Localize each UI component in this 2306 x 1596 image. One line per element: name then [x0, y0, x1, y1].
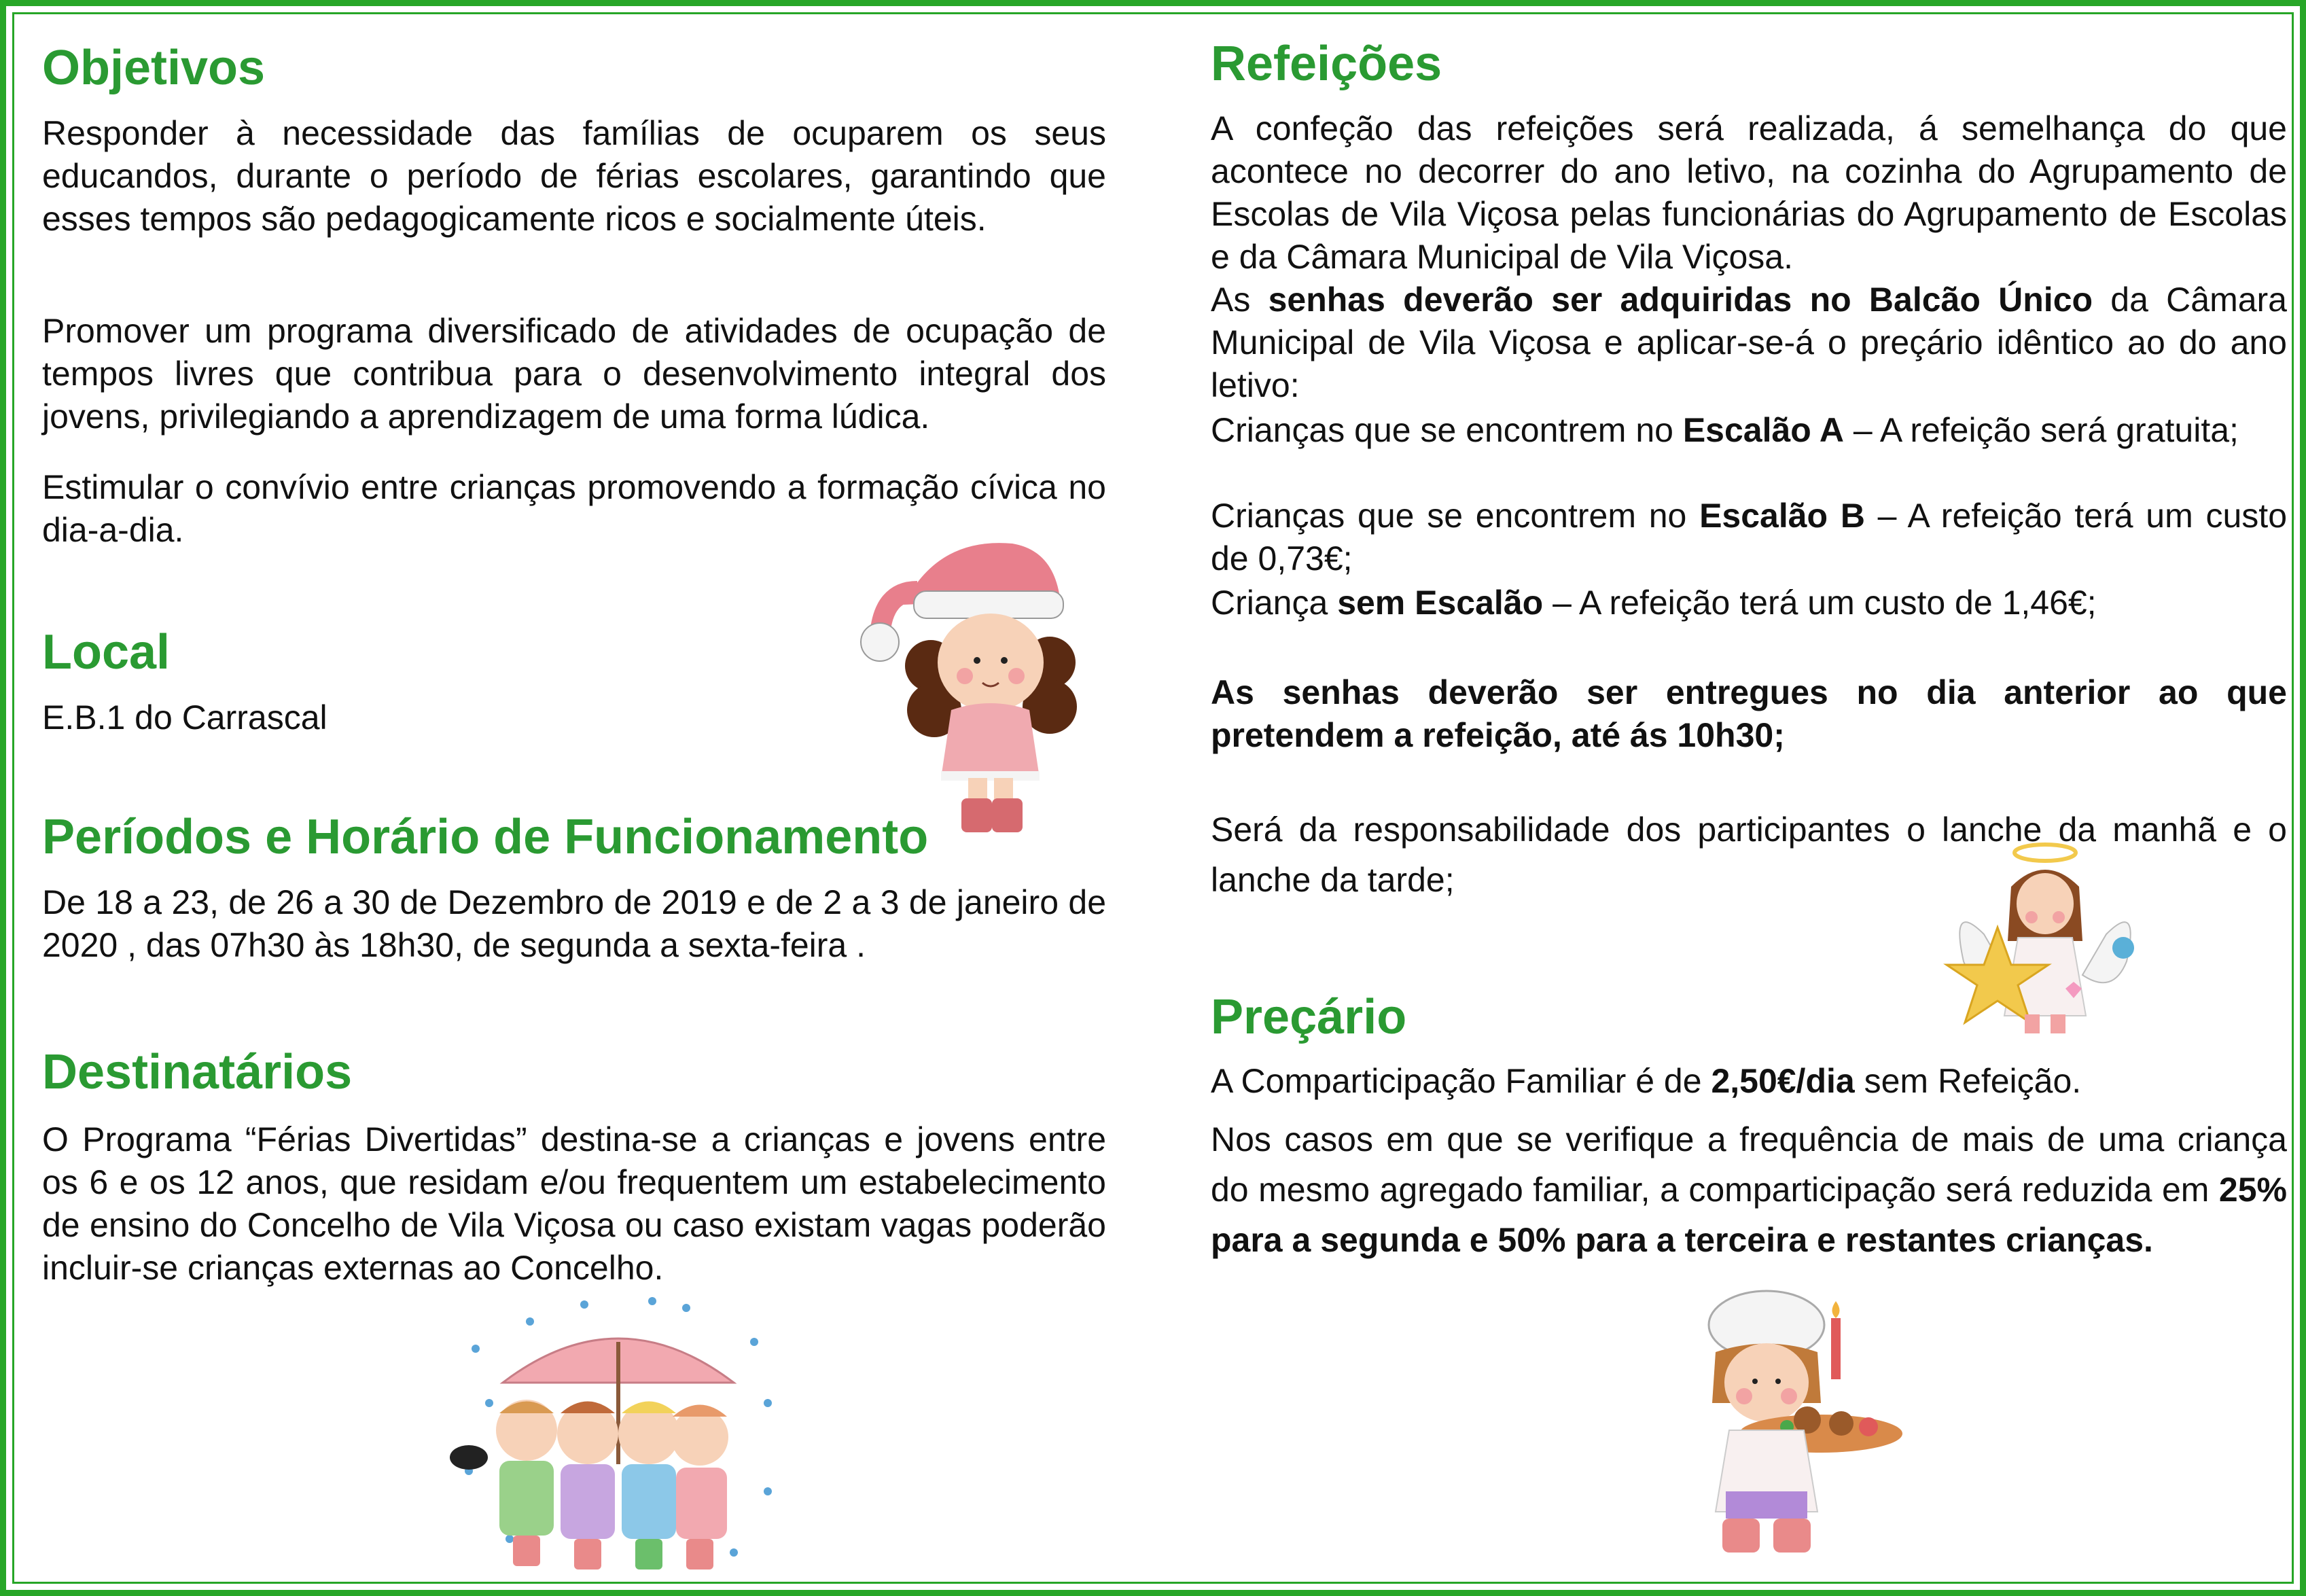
angel-star-illustration	[1943, 839, 2147, 1043]
chef-girl-gingerbread-illustration	[1668, 1288, 1913, 1566]
heading-destinatarios: Destinatários	[42, 1045, 353, 1099]
precario-descontos: Nos casos em que se verifique a frequência de mais de uma criança do mesmo agregado familiar, a comparticipação será reduzida em 25% para a segunda e 50% para a terceira e restantes crianças.	[1211, 1120, 2287, 1259]
refeicoes-paragraph-1: A confeção das refeições será realizada, á semelhança do que acontece no decorrer do ano letivo, na cozinha do Agrupamento de Escolas de Vila Viçosa pelas funcionárias do Agrupamento de Escolas e da Câmara Municipal de Vila Viçosa.	[1211, 109, 2287, 276]
precario-comparticipacao: A Comparticipação Familiar é de 2,50€/dia sem Refeição.	[1211, 1062, 2082, 1100]
heading-refeicoes: Refeições	[1211, 37, 1442, 91]
objetivos-paragraph-2: Promover um programa diversificado de atividades de ocupação de tempos livres que contribua para o desenvolvimento integral dos jovens, privilegiando a aprendizagem de uma forma lúdica.	[42, 312, 1106, 436]
heading-local: Local	[42, 625, 171, 679]
refeicoes-paragraph-senhas: As senhas deverão ser adquiridas no Balcão Único da Câmara Municipal de Vila Viçosa e aplicar-se-á o preçário idêntico ao do ano letivo:	[1211, 281, 2287, 404]
periodos-text: De 18 a 23, de 26 a 30 de Dezembro de 2019 e de 2 a 3 de janeiro de 2020 , das 07h30 às 18h30, de segunda a sexta-feira .	[42, 883, 1106, 964]
objetivos-paragraph-3: Estimular o convívio entre crianças promovendo a formação cívica no dia-a-dia.	[42, 468, 1106, 549]
refeicoes-escalao-b: Crianças que se encontrem no Escalão B – A refeição terá um custo de 0,73€;	[1211, 497, 2288, 578]
heading-objetivos: Objetivos	[42, 41, 266, 95]
objetivos-paragraph-1: Responder à necessidade das famílias de ocuparem os seus educandos, durante o período de férias escolares, garantindo que esses tempos são pedagogicamente ricos e socialmente úteis.	[42, 114, 1106, 238]
kids-umbrella-illustration	[448, 1294, 781, 1583]
santa-girl-illustration	[856, 516, 1090, 836]
local-text: E.B.1 do Carrascal	[42, 698, 327, 737]
refeicoes-escalao-a: Crianças que se encontrem no Escalão A – A refeição será gratuita;	[1211, 411, 2239, 449]
destinatarios-text: O Programa “Férias Divertidas” destina-se a crianças e jovens entre os 6 e os 12 anos, que residam e/ou frequentem um estabelecimento de ensino do Concelho de Vila Viçosa ou caso existam vagas poderão incluir-se crianças externas ao Concelho.	[42, 1120, 1106, 1287]
heading-precario: Preçário	[1211, 990, 1407, 1044]
heading-periodos: Períodos e Horário de Funcionamento	[42, 810, 929, 864]
refeicoes-entrega-senhas: As senhas deverão ser entregues no dia anterior ao que pretendem a refeição, até ás 10h30;	[1211, 673, 2287, 754]
refeicoes-lanche: Será da responsabilidade dos participantes o lanche da manhã e o lanche da tarde;	[1211, 811, 2287, 899]
refeicoes-sem-escalao: Criança sem Escalão – A refeição terá um custo de 1,46€;	[1211, 584, 2097, 622]
